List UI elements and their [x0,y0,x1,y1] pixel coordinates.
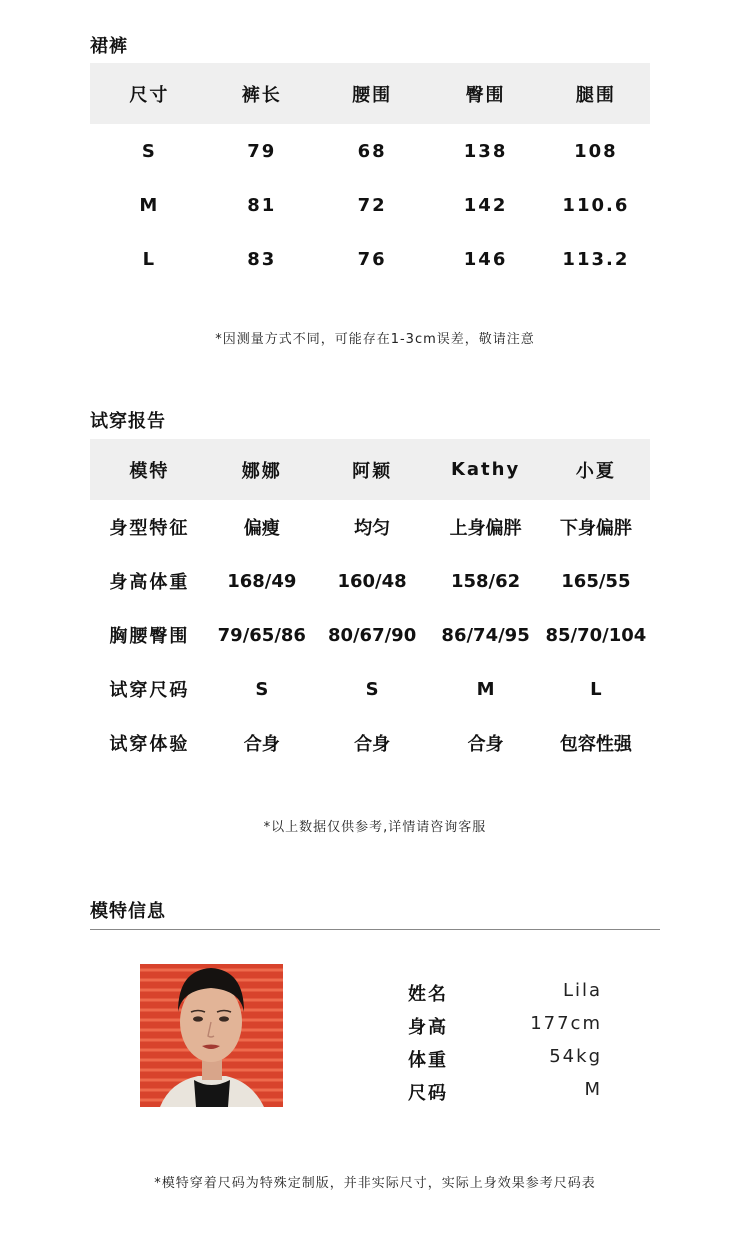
measurement-note: *因测量方式不同，可能存在1-3cm误差，敬请注意 [215,332,535,347]
table-row [90,662,650,716]
table-cell: 138 [463,140,508,162]
table-cell: M [139,194,160,216]
table-cell: 68 [357,140,387,162]
table-row [90,608,650,662]
header-cell: 裤长 [241,84,282,106]
table-cell: 合身 [354,734,391,755]
field-label: 姓名 [408,984,448,1005]
field-label: 身高 [408,1017,448,1038]
row-label: 试穿尺码 [109,680,190,701]
header-cell: 阿颖 [352,460,393,482]
size-chart-header-row [90,63,650,124]
model-info-title: 模特信息 [90,901,166,922]
field-label: 尺码 [408,1083,448,1104]
table-cell: 110.6 [562,194,630,216]
table-row [90,178,650,232]
table-cell: 113.2 [562,248,630,270]
table-cell: 79/65/86 [217,624,306,646]
row-label: 试穿体验 [109,734,190,755]
table-cell: 72 [357,194,387,216]
fit-report-table [90,439,650,770]
model-height-row [408,1013,608,1046]
table-cell: 均匀 [354,518,391,539]
header-cell: 小夏 [575,460,616,482]
table-cell: S [255,678,269,700]
table-cell: S [365,678,379,700]
table-cell: 合身 [243,734,280,755]
header-cell: 腿围 [575,84,616,106]
field-value: Lila [562,980,602,1001]
model-photo [140,964,283,1107]
table-cell: 合身 [467,734,504,755]
table-row [90,232,650,286]
table-cell: 包容性强 [559,734,632,755]
table-row [90,554,650,608]
row-label: 身型特征 [109,518,190,539]
table-cell: S [141,140,157,162]
size-chart-table [90,63,650,286]
model-name-row [408,980,608,1013]
fit-report-title: 试穿报告 [90,411,166,432]
header-cell: Kathy [450,459,521,480]
table-cell: 80/67/90 [327,624,417,646]
table-cell: 偏瘦 [243,518,280,539]
table-cell: 108 [574,140,618,162]
model-weight-row [408,1046,608,1079]
table-cell: 86/74/95 [441,624,530,646]
field-value: M [584,1079,602,1100]
table-cell: 165/55 [561,570,631,592]
model-size-note: *模特穿着尺码为特殊定制版，并非实际尺寸，实际上身效果参考尺码表 [154,1176,596,1191]
table-cell: 83 [247,248,277,270]
header-cell: 模特 [129,460,170,482]
table-cell: L [590,678,602,700]
table-cell: 168/49 [227,570,297,592]
table-cell: 146 [463,248,508,270]
model-size-row [408,1079,608,1112]
size-chart-title: 裙裤 [90,36,128,57]
table-cell: L [142,248,157,270]
field-value: 177cm [530,1013,602,1034]
table-cell: 81 [247,194,277,216]
section-divider [90,929,660,930]
table-row [90,124,650,178]
header-cell: 尺寸 [129,84,170,106]
table-cell: 160/48 [337,570,407,592]
table-row [90,500,650,554]
fit-report-header-row [90,439,650,500]
field-value: 54kg [549,1046,602,1067]
table-cell: 79 [247,140,277,162]
table-cell: 76 [357,248,387,270]
reference-note: *以上数据仅供参考,详情请咨询客服 [263,820,487,835]
table-cell: 85/70/104 [545,624,647,646]
header-cell: 腰围 [352,84,393,106]
row-label: 胸腰臀围 [109,626,190,647]
table-cell: 158/62 [450,570,521,592]
row-label: 身高体重 [109,572,190,593]
table-cell: 下身偏胖 [559,518,632,539]
header-cell: 臀围 [465,84,506,106]
table-row [90,716,650,770]
table-cell: 142 [463,194,508,216]
header-cell: 娜娜 [241,460,282,482]
field-label: 体重 [408,1050,448,1071]
table-cell: M [476,678,495,700]
table-cell: 上身偏胖 [449,518,522,539]
